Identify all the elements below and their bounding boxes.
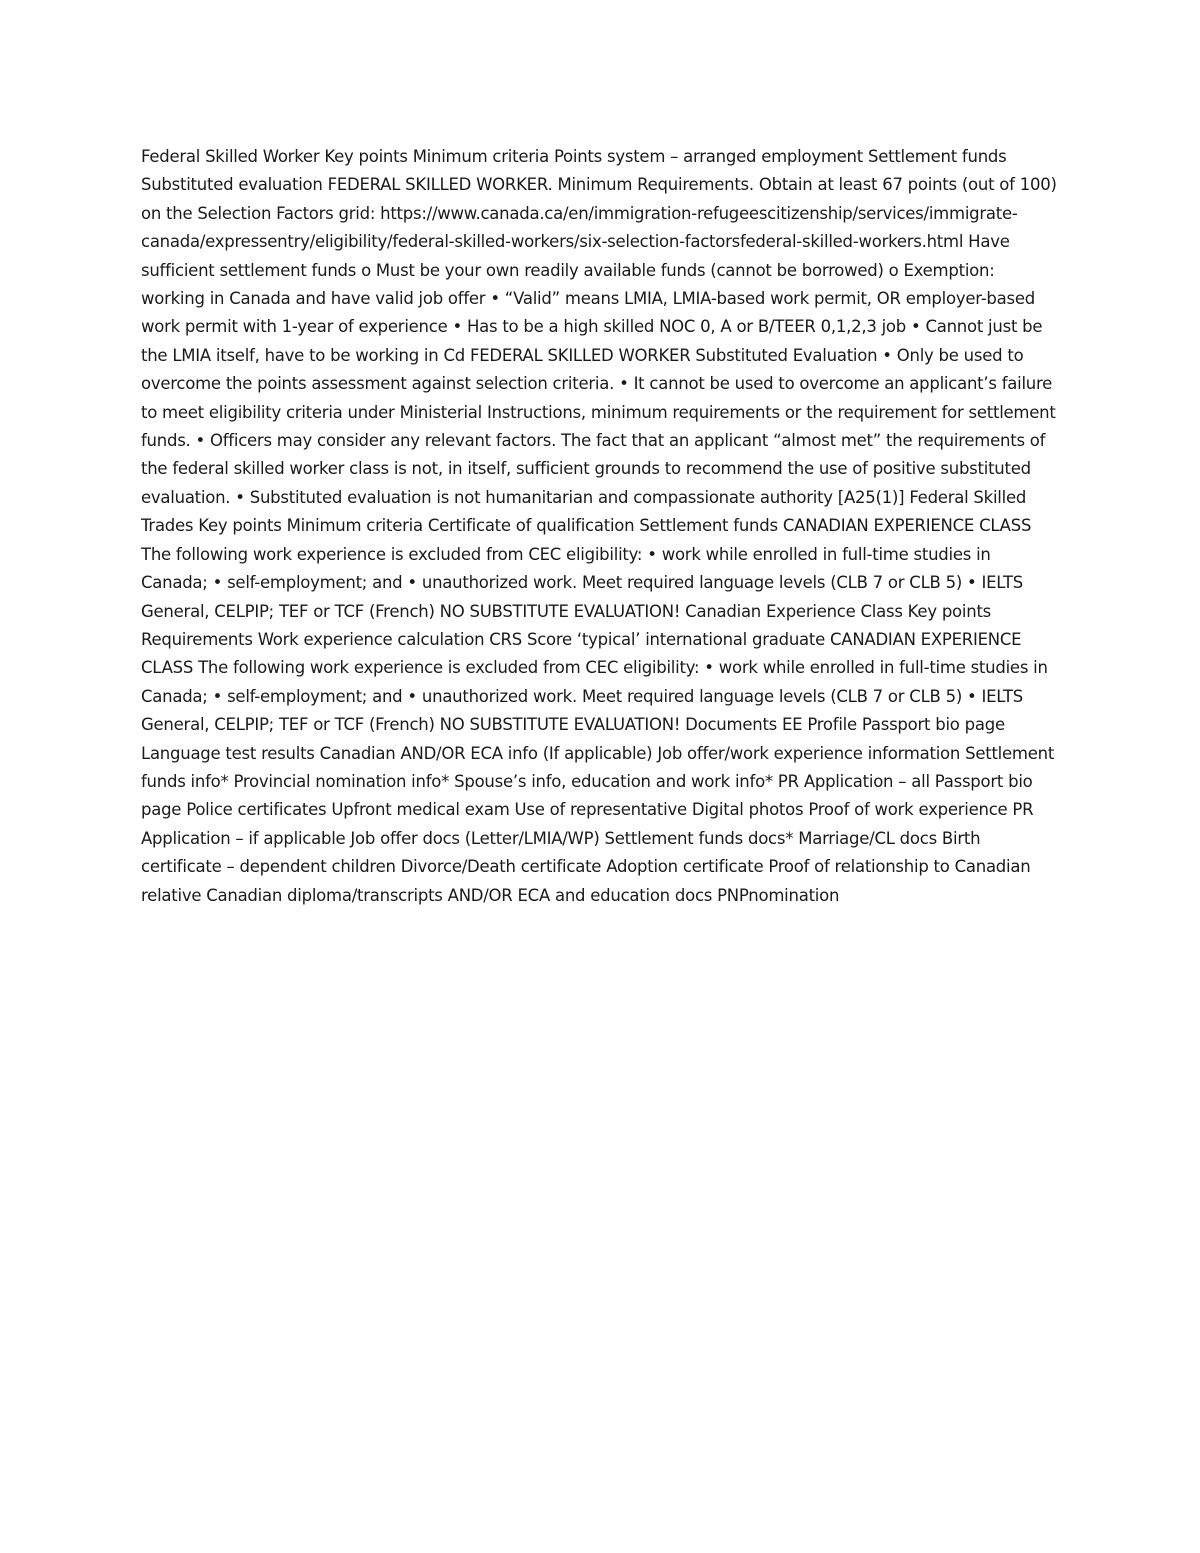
document-body-text: Federal Skilled Worker Key points Minimum criteria Points system – arranged employment Settlement funds Substituted evaluation FEDERAL SKILLED WORKER. Minimum Requirements. Obtain at least 67 points (out of 100) on the Selection Factors grid: https://www.canada.ca/en/immigration-refugeescitizenship/services/immigrate-canada/expressentry/eligibility/federal-skilled-workers/six-selection-factorsfederal-skilled-workers.html Have sufficient settlement funds o Must be your own readily available funds (cannot be borrowed) o Exemption: working in Canada and have valid job offer • “Valid” means LMIA, LMIA-based work permit, OR employer-based work permit with 1-year of experience • Has to be a high skilled NOC 0, A or B/TEER 0,1,2,3 job • Cannot just be the LMIA itself, have to be working in Cd FEDERAL SKILLED WORKER Substituted Evaluation • Only be used to overcome the points assessment against selection criteria. • It cannot be used to overcome an applicant’s failure to meet eligibility criteria under Ministerial Instructions, minimum requirements or the requirement for settlement funds. • Officers may consider any relevant factors. The fact that an applicant “almost met” the requirements of the federal skilled worker class is not, in itself, sufficient grounds to recommend the use of positive substituted evaluation. • Substituted evaluation is not humanitarian and compassionate authority [A25(1)] Federal Skilled Trades Key points Minimum criteria Certificate of qualification Settlement funds CANADIAN EXPERIENCE CLASS The following work experience is excluded from CEC eligibility: • work while enrolled in full-time studies in Canada; • self-employment; and • unauthorized work. Meet required language levels (CLB 7 or CLB 5) • IELTS General, CELPIP; TEF or TCF (French) NO SUBSTITUTE EVALUATION! Canadian Experience Class Key points Requirements Work experience calculation CRS Score ‘typical’ international graduate CANADIAN EXPERIENCE CLASS The following work experience is excluded from CEC eligibility: • work while enrolled in full-time studies in Canada; • self-employment; and • unauthorized work. Meet required language levels (CLB 7 or CLB 5) • IELTS General, CELPIP; TEF or TCF (French) NO SUBSTITUTE EVALUATION! Documents EE Profile Passport bio page Language test results Canadian AND/OR ECA info (If applicable) Job offer/work experience information Settlement funds info* Provincial nomination info* Spouse’s info, education and work info* PR Application – all Passport bio page Police certificates Upfront medical exam Use of representative Digital photos Proof of work experience PR Application – if applicable Job offer docs (Letter/LMIA/WP) Settlement funds docs* Marriage/CL docs Birth certificate – dependent children Divorce/Death certificate Adoption certificate Proof of relationship to Canadian relative Canadian diploma/transcripts AND/OR ECA and education docs PNPnomination [141, 147, 1057, 905]
